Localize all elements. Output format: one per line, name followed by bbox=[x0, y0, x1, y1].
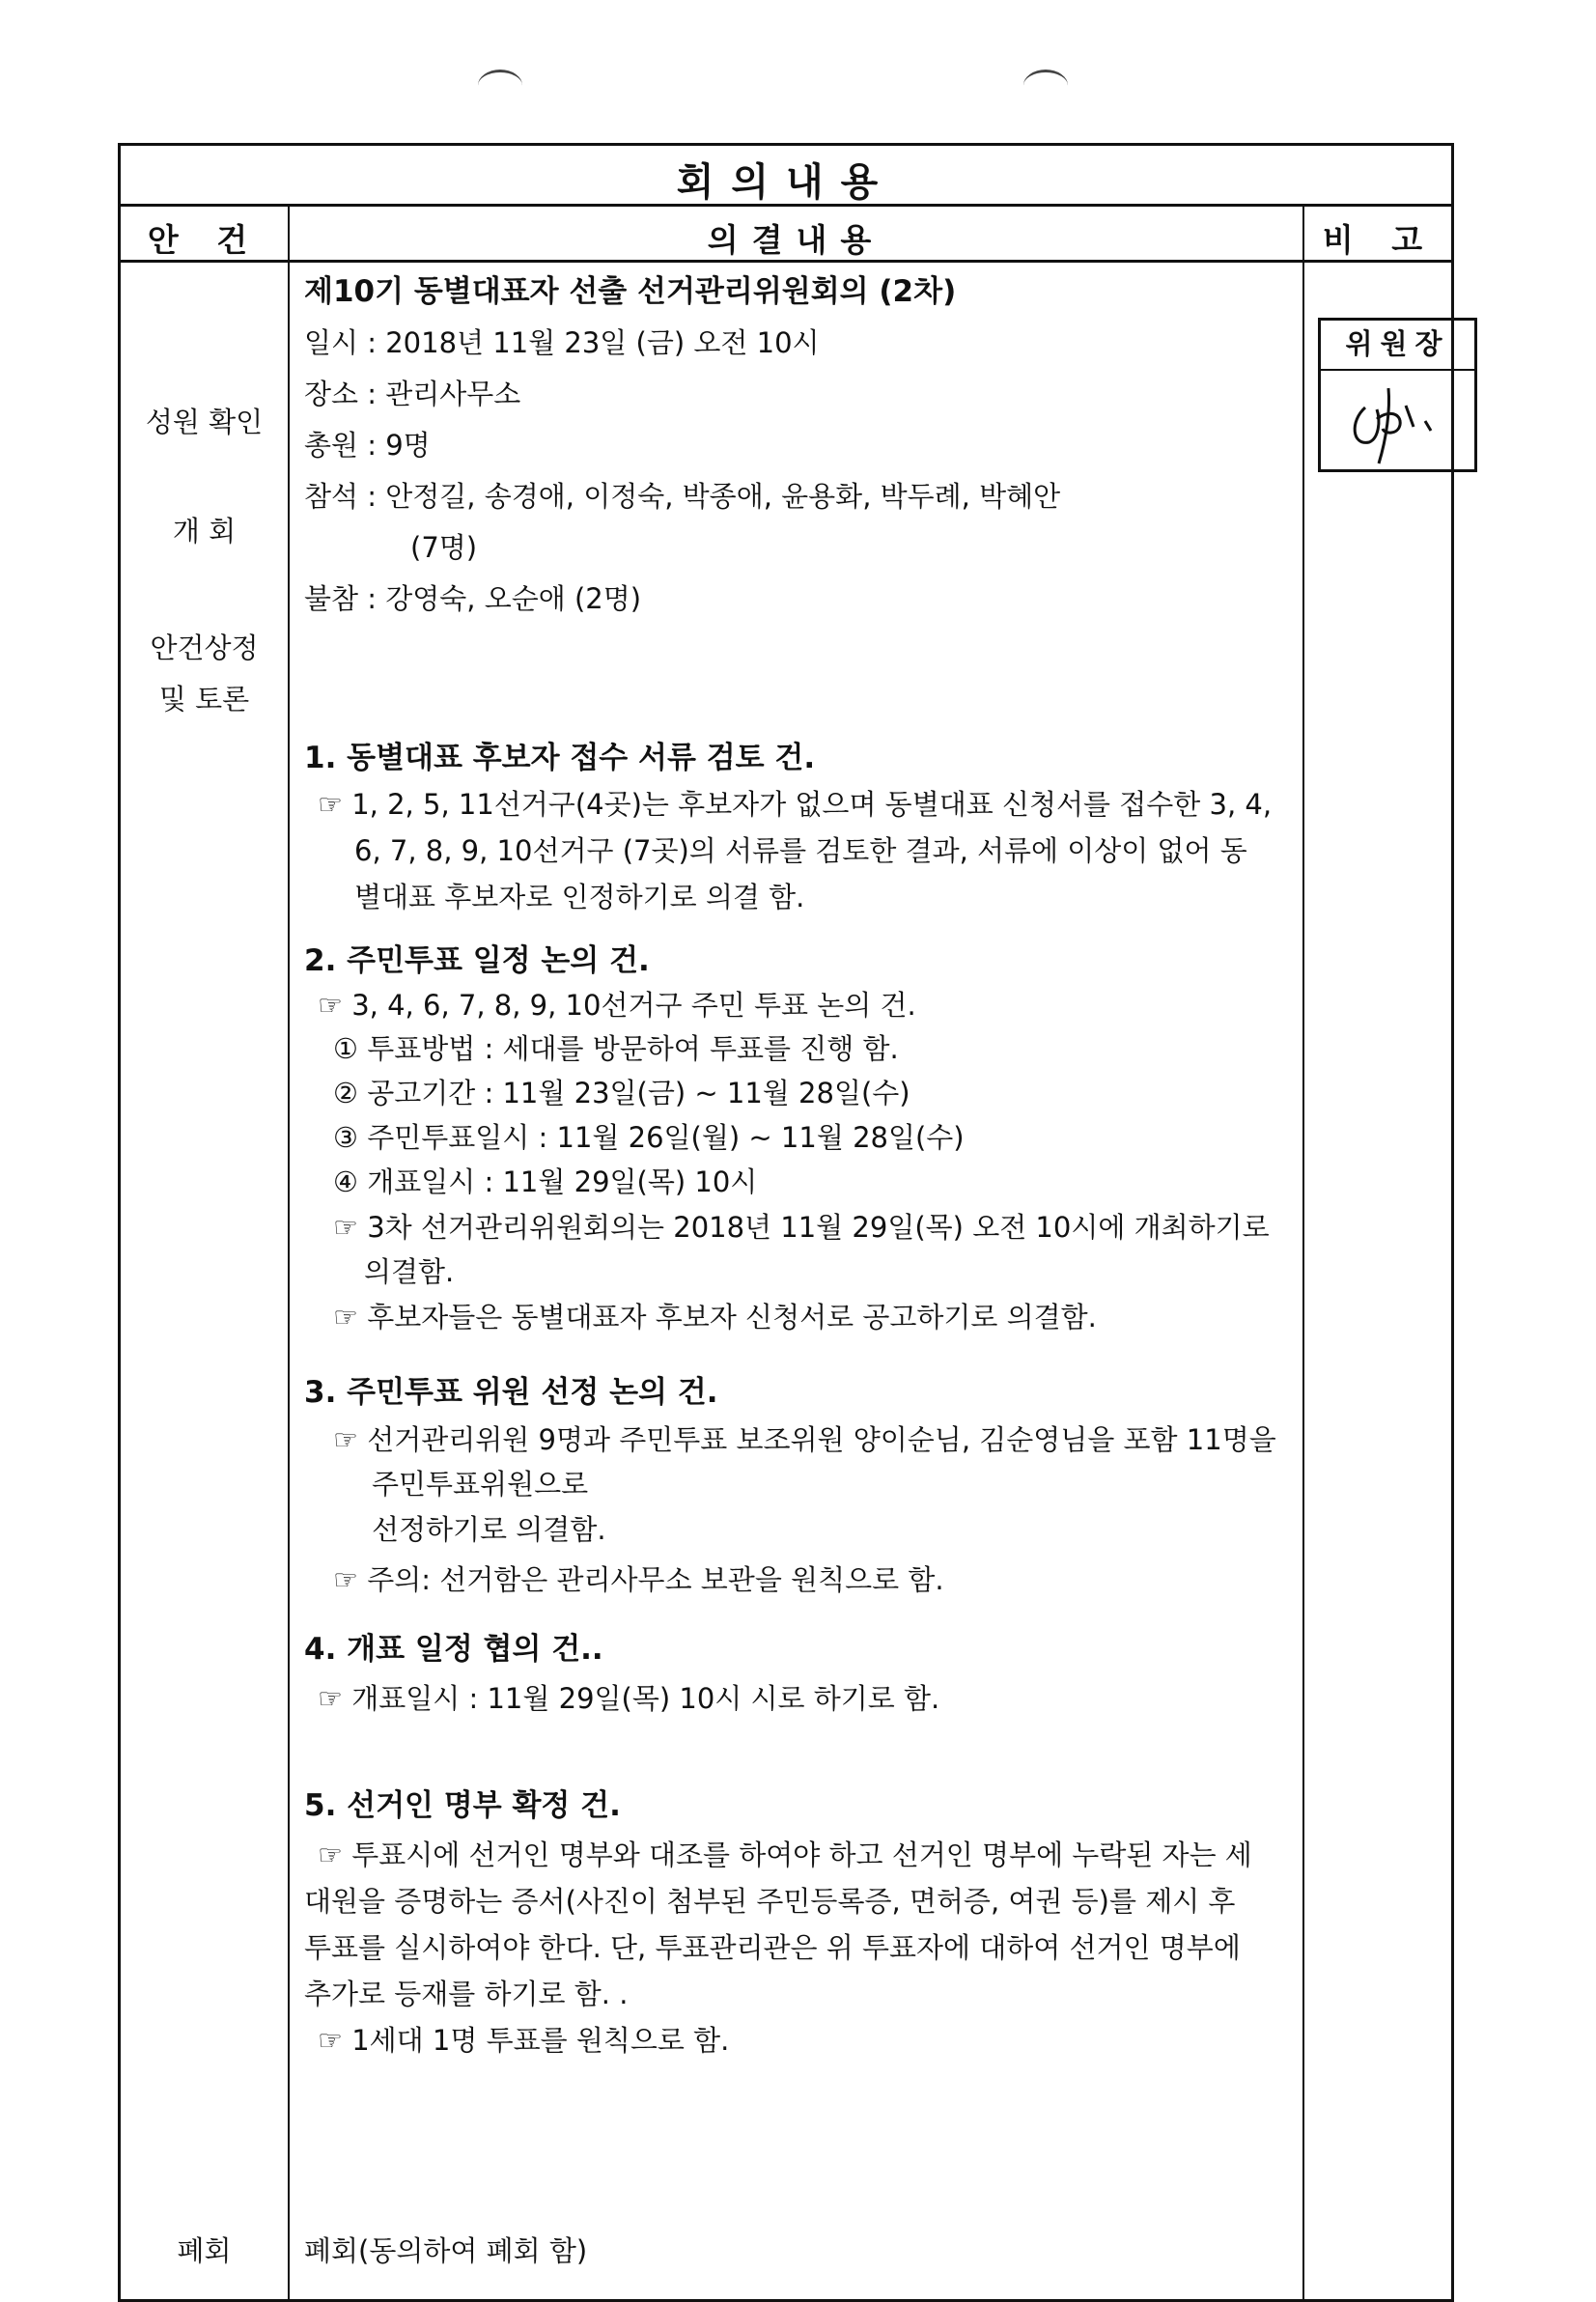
agenda-item-line: 의결함. bbox=[364, 1255, 455, 1288]
meeting-title: 제10기 동별대표자 선출 선거관리위원회의 (2차) bbox=[304, 274, 957, 309]
punch-hole-right bbox=[1023, 70, 1068, 101]
label-agenda-line1: 안건상정 bbox=[150, 632, 259, 664]
column-header-note: 비 고 bbox=[1322, 221, 1437, 259]
agenda-item-4 bbox=[304, 1623, 1400, 1722]
agenda-item-line: 6, 7, 8, 9, 10선거구 (7곳)의 서류를 검토한 결과, 서류에 이상이 없어 동 bbox=[354, 834, 1247, 867]
agenda-item-title: 1. 동별대표 후보자 접수 서류 검토 건. bbox=[304, 741, 816, 775]
column-header-decision: 의결내용 bbox=[707, 221, 885, 259]
agenda-item-title: 2. 주민투표 일정 논의 건. bbox=[304, 943, 650, 978]
agenda-item-line: 주민투표위원으로 bbox=[372, 1468, 589, 1501]
label-attendance: 성원 확인 bbox=[145, 406, 264, 438]
agenda-item-line: ☞ 3, 4, 6, 7, 8, 9, 10선거구 주민 투표 논의 건. bbox=[318, 989, 916, 1022]
agenda-item-line: ☞ 후보자들은 동별대표자 후보자 신청서로 공고하기로 의결함. bbox=[333, 1301, 1097, 1333]
minutes-title: 회의내용 bbox=[676, 160, 896, 205]
meeting-intro bbox=[304, 266, 1400, 625]
column-divider-left bbox=[288, 207, 290, 2299]
meeting-place: 장소 : 관리사무소 bbox=[304, 378, 521, 410]
agenda-item-line: ☞ 1세대 1명 투표를 원칙으로 함. bbox=[318, 2024, 730, 2057]
agenda-item-2 bbox=[304, 938, 1400, 1341]
agenda-item-line: ☞ 1, 2, 5, 11선거구(4곳)는 후보자가 없으며 동별대표 신청서를 접수한 3, 4, bbox=[318, 788, 1273, 821]
agenda-item-title: 5. 선거인 명부 확정 건. bbox=[304, 1788, 621, 1823]
agenda-item-line: ☞ 주의: 선거함은 관리사무소 보관을 원칙으로 함. bbox=[333, 1563, 944, 1596]
label-agenda-line2: 및 토론 bbox=[158, 683, 250, 716]
meeting-date: 일시 : 2018년 11월 23일 (금) 오전 10시 bbox=[304, 326, 820, 359]
agenda-item-line: 대원을 증명하는 증서(사진이 첨부된 주민등록증, 면허증, 여권 등)를 제시 후 bbox=[304, 1885, 1236, 1918]
agenda-item-line: 별대표 후보자로 인정하기로 의결 함. bbox=[354, 881, 805, 913]
agenda-item-line: ② 공고기간 : 11월 23일(금) ~ 11월 28일(수) bbox=[333, 1077, 910, 1109]
agenda-item-line: ☞ 투표시에 선거인 명부와 대조를 하여야 하고 선거인 명부에 누락된 자는 세 bbox=[318, 1839, 1252, 1871]
punch-hole-left bbox=[478, 70, 522, 101]
agenda-item-line: ☞ 개표일시 : 11월 29일(목) 10시 시로 하기로 함. bbox=[318, 1682, 940, 1715]
label-closing: 폐회 bbox=[177, 2234, 232, 2267]
column-header-agenda: 안 건 bbox=[147, 221, 262, 259]
meeting-total: 총원 : 9명 bbox=[304, 429, 431, 462]
agenda-item-3 bbox=[304, 1367, 1400, 1607]
agenda-item-line: ☞ 선거관리위원 9명과 주민투표 보조위원 양이순님, 김순영님을 포함 11명을 bbox=[333, 1423, 1276, 1456]
agenda-item-line: ④ 개표일시 : 11월 29일(목) 10시 bbox=[333, 1165, 758, 1198]
agenda-item-line: 투표를 실시하여야 한다. 단, 투표관리관은 위 투표자에 대하여 선거인 명부에 bbox=[304, 1931, 1241, 1964]
agenda-item-line: ③ 주민투표일시 : 11월 26일(월) ~ 11월 28일(수) bbox=[333, 1121, 965, 1154]
agenda-item-line: ① 투표방법 : 세대를 방문하여 투표를 진행 함. bbox=[333, 1032, 899, 1065]
agenda-item-title: 4. 개표 일정 협의 건.. bbox=[304, 1632, 603, 1667]
agenda-item-line: 선정하기로 의결함. bbox=[372, 1513, 606, 1546]
agenda-item-line: 추가로 등재를 하기로 함. . bbox=[304, 1978, 629, 2010]
meeting-absent: 불참 : 강영숙, 오순애 (2명) bbox=[304, 582, 642, 615]
meeting-attendees-count: (7명) bbox=[410, 531, 478, 564]
label-opening: 개 회 bbox=[172, 515, 237, 547]
meeting-attendees: 참석 : 안정길, 송경애, 이정숙, 박종애, 윤용화, 박두례, 박혜안 bbox=[304, 480, 1061, 513]
agenda-item-title: 3. 주민투표 위원 선정 논의 건. bbox=[304, 1375, 718, 1410]
agenda-item-1 bbox=[304, 735, 1400, 920]
title-divider bbox=[121, 204, 1451, 207]
minutes-table bbox=[118, 143, 1454, 2302]
chairman-label: 위원장 bbox=[1321, 321, 1474, 371]
agenda-item-line: ☞ 3차 선거관리위원회의는 2018년 11월 29일(목) 오전 10시에 개최하기로 bbox=[333, 1211, 1270, 1244]
closing-text: 폐회(동의하여 폐회 함) bbox=[304, 2234, 588, 2267]
agenda-item-5 bbox=[304, 1780, 1400, 2063]
